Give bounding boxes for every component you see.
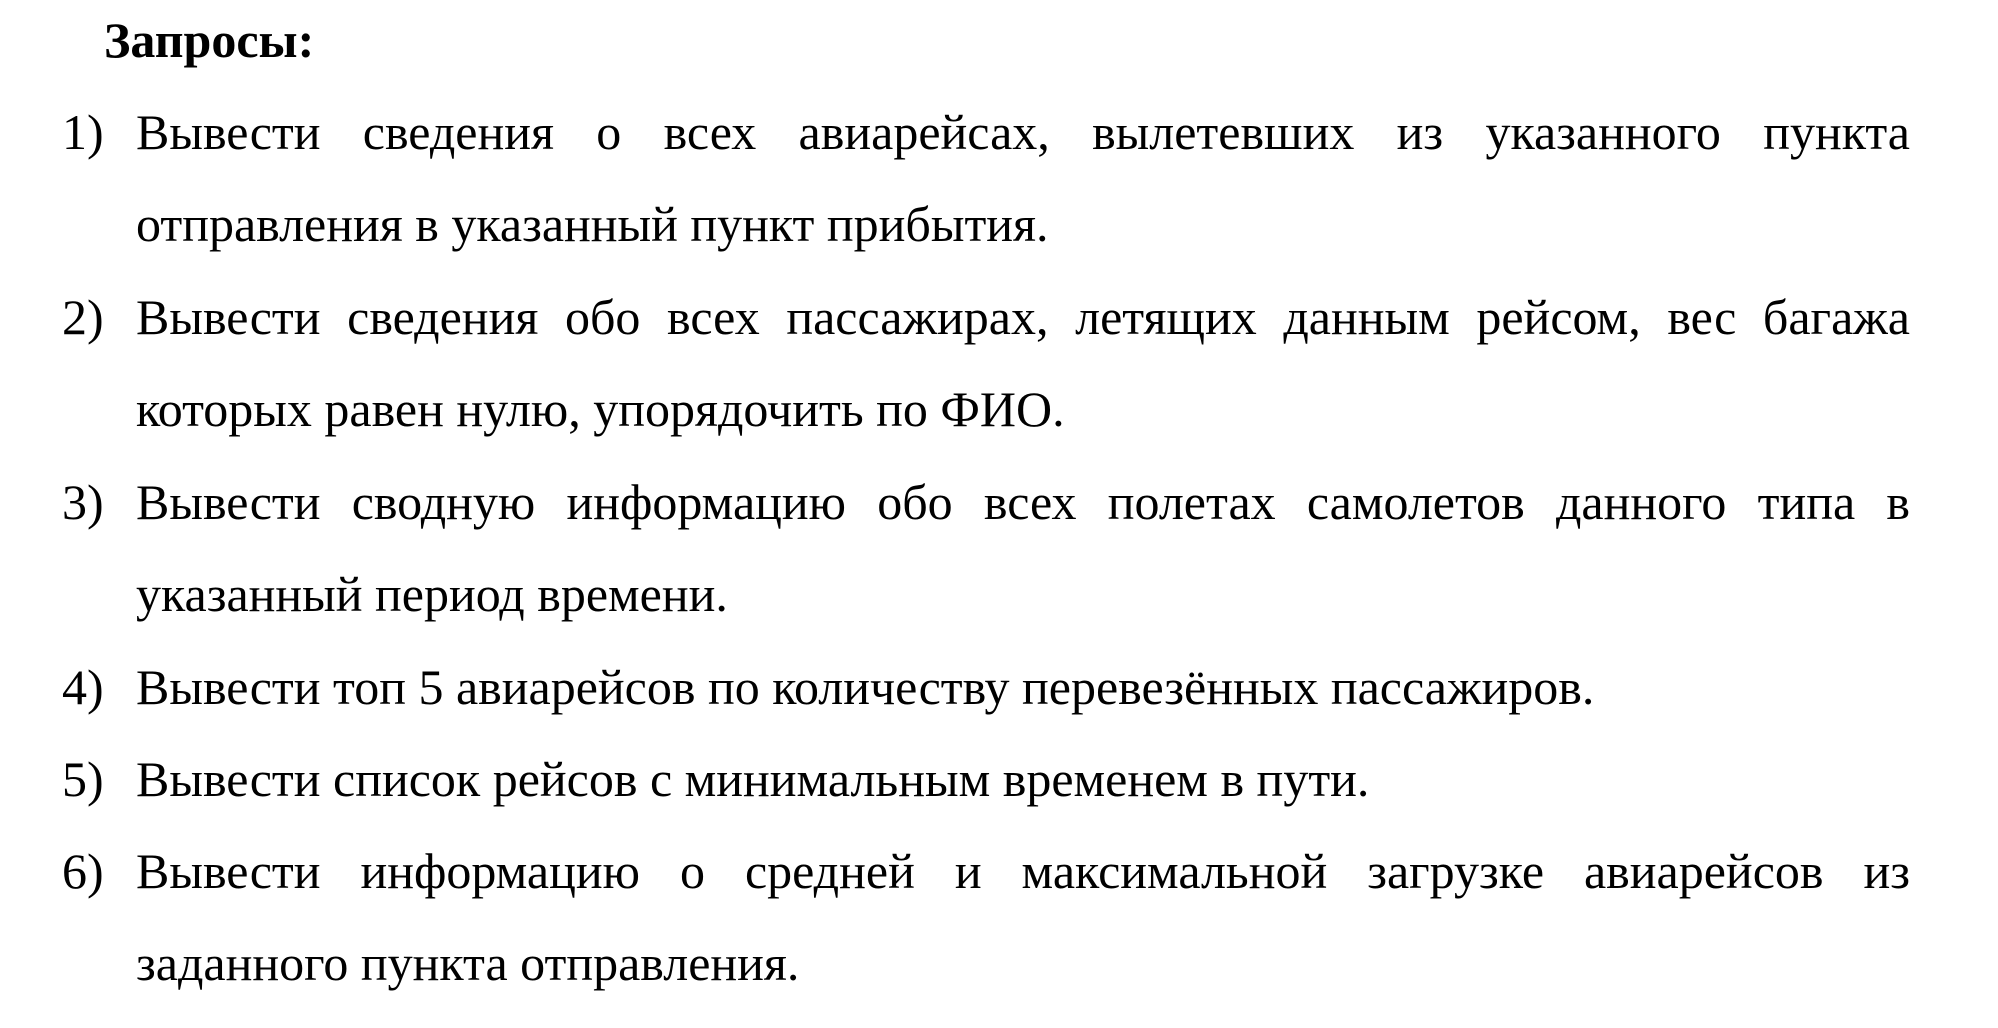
list-item-number: 5)	[62, 751, 104, 807]
list-item-text: Вывести сводную информацию обо всех полетах самолетов данного типа в указанный период времени.	[136, 474, 1910, 622]
list-item-text: Вывести информацию о средней и максимальной загрузке авиарейсов из заданного пункта отправления.	[136, 843, 1910, 991]
list-item-text: Вывести список рейсов с минимальным временем в пути.	[136, 751, 1370, 807]
list-item-number: 2)	[62, 289, 104, 345]
list-item-text: Вывести сведения обо всех пассажирах, летящих данным рейсом, вес багажа которых равен нулю, упорядочить по ФИО.	[136, 289, 1910, 437]
list-item-text: Вывести сведения о всех авиарейсах, вылетевших из указанного пункта отправления в указанный пункт прибытия.	[136, 104, 1910, 252]
list-item-number: 6)	[62, 843, 104, 899]
list-item-text: Вывести топ 5 авиарейсов по количеству перевезённых пассажиров.	[136, 659, 1595, 715]
list-item-number: 3)	[62, 474, 104, 530]
list-item-number: 4)	[62, 659, 104, 715]
document-heading: Запросы:	[104, 12, 315, 68]
list-item-number: 1)	[62, 104, 104, 160]
